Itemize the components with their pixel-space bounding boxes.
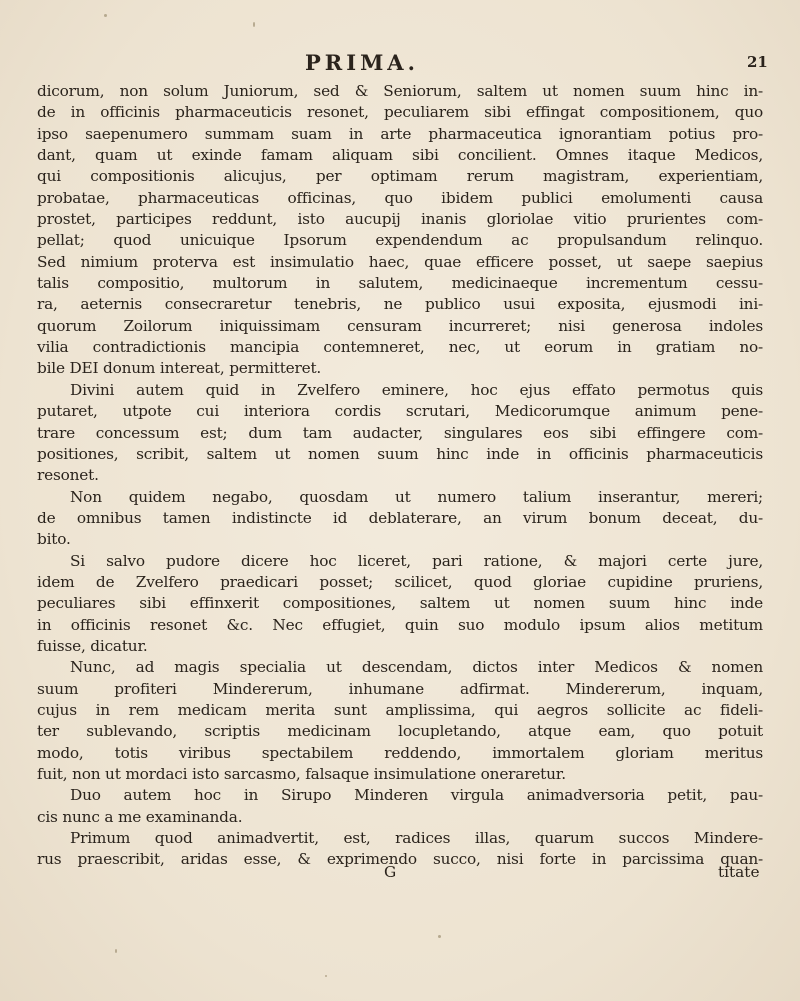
text-line: rus praescribit, aridas esse, & exprimendo succo, nisi forte in parcissima quan- <box>37 850 763 869</box>
text-line: positiones, scribit, saltem ut nomen suum hinc inde in officinis pharmaceuticis <box>37 444 763 463</box>
text-line: Sed nimium proterva est insimulatio haec, quae efficere posset, ut saepe saepius <box>37 252 763 271</box>
running-head <box>0 50 800 80</box>
text-line: Si salvo pudore dicere hoc liceret, pari ratione, & majori certe jure, <box>70 551 763 570</box>
paper-speck <box>253 22 255 27</box>
text-line: ipso saepenumero summam suam in arte pharmaceutica ignorantiam potius pro- <box>37 124 763 143</box>
text-line: de in officinis pharmaceuticis resonet, peculiarem sibi effingat compositionem, quo <box>37 103 763 122</box>
text-line: de omnibus tamen indistincte id deblaterare, an virum bonum deceat, du- <box>37 508 763 527</box>
text-line: bito. <box>37 530 71 549</box>
text-line: cis nunc a me examinanda. <box>37 807 243 826</box>
text-line: Divini autem quid in Zvelfero eminere, hoc ejus effato permotus quis <box>70 380 763 399</box>
text-line: cujus in rem medicam merita sunt amplissima, qui aegros sollicite ac fideli- <box>37 700 763 719</box>
text-line: suum profiteri Mindererum, inhumane adfirmat. Mindererum, inquam, <box>37 679 763 698</box>
body-text <box>37 81 763 871</box>
text-line: talis compositio, multorum in salutem, medicinaeque incrementum cessu- <box>37 274 763 293</box>
text-line: idem de Zvelfero praedicari posset; scilicet, quod gloriae cupidine pruriens, <box>37 572 763 591</box>
text-line: bile DEI donum intereat, permitteret. <box>37 359 322 378</box>
signature-mark: G <box>384 863 397 881</box>
paper-speck <box>104 14 107 17</box>
text-line: trare concessum est; dum tam audacter, singulares eos sibi effingere com- <box>37 423 763 442</box>
page-number: 21 <box>747 53 768 71</box>
text-line: Duo autem hoc in Sirupo Minderen virgula animadversoria petit, pau- <box>70 786 763 805</box>
text-line: ter sublevando, scriptis medicinam locupletando, atque eam, quo potuit <box>37 722 763 741</box>
text-line: Non quidem negabo, quosdam ut numero talium inserantur, mereri; <box>70 487 763 506</box>
text-line: modo, totis viribus spectabilem reddendo, immortalem gloriam meritus <box>37 743 763 762</box>
text-line: pellat; quod unicuique Ipsorum expendendum ac propulsandum relinquo. <box>37 231 763 250</box>
text-line: Primum quod animadvertit, est, radices illas, quarum succos Mindere- <box>70 829 763 848</box>
text-line: qui compositionis alicujus, per optimam rerum magistram, experientiam, <box>37 167 763 186</box>
paper-speck <box>438 935 441 938</box>
text-line: dant, quam ut exinde famam aliquam sibi concilient. Omnes itaque Medicos, <box>37 146 763 165</box>
text-line: putaret, utpote cui interiora cordis scrutari, Medicorumque animum pene- <box>37 402 763 421</box>
text-line: resonet. <box>37 466 99 485</box>
catchword: titate <box>718 863 760 881</box>
paper-speck <box>115 949 117 953</box>
text-line: quorum Zoilorum iniquissimam censuram incurreret; nisi generosa indoles <box>37 316 763 335</box>
paper-speck <box>325 975 327 977</box>
text-line: probatae, pharmaceuticas officinas, quo ibidem publici emolumenti causa <box>37 188 763 207</box>
text-line: in officinis resonet &c. Nec effugiet, quin suo modulo ipsum alios metitum <box>37 615 763 634</box>
text-line: fuit, non ut mordaci isto sarcasmo, falsaque insimulatione oneraretur. <box>37 765 566 783</box>
text-line: ra, aeternis consecraretur tenebris, ne publico usui exposita, ejusmodi ini- <box>37 295 763 314</box>
text-line: fuisse, dicatur. <box>37 636 148 655</box>
text-line: dicorum, non solum Juniorum, sed & Seniorum, saltem ut nomen suum hinc in- <box>37 82 763 100</box>
text-line: prostet, participes reddunt, isto aucupij inanis gloriolae vitio prurientes com- <box>37 210 763 229</box>
running-title: PRIMA. <box>305 50 419 75</box>
text-line: peculiares sibi effinxerit compositiones, saltem ut nomen suum hinc inde <box>37 594 763 613</box>
page-footer <box>0 863 800 885</box>
text-line: vilia contradictionis mancipia contemneret, nec, ut eorum in gratiam no- <box>37 338 763 357</box>
text-line: Nunc, ad magis specialia ut descendam, dictos inter Medicos & nomen <box>70 658 763 677</box>
